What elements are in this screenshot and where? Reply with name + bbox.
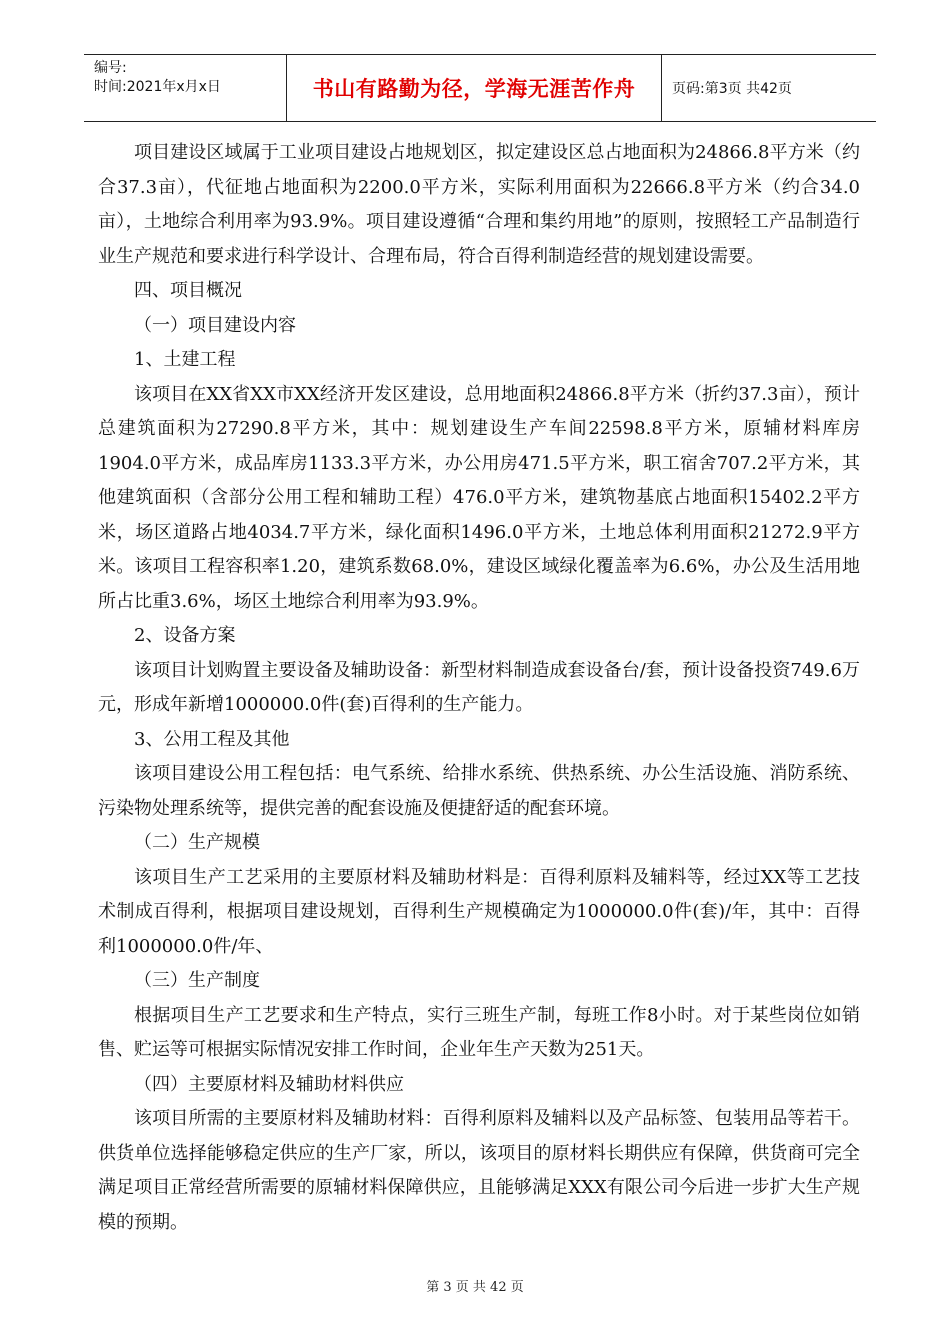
paragraph-land-use: 项目建设区域属于工业项目建设占地规划区，拟定建设区总占地面积为24866.8平方米（约合37.3亩），代征地占地面积为2200.0平方米，实际利用面积为22666.8平方米（约合34.0亩），土地综合利用率为93.9%。项目建设遵循“合理和集约用地”的原则，按照轻工产品制造行业生产规范和要求进行科学设计、合理布局，符合百得利制造经营的规划建设需要。 [98,142,860,267]
paragraph-civil-works: 该项目在XX省XX市XX经济开发区建设，总用地面积24866.8平方米（折约37.3亩），预计总建筑面积为27290.8平方米，其中：规划建设生产车间22598.8平方米，原辅材料库房1904.0平方米，成品库房1133.3平方米，办公用房471.5平方米，职工宿舍707.2平方米，其他建筑面积（含部分公用工程和辅助工程）476.0平方米，建筑物基底占地面积15402.2平方米，场区道路占地4034.7平方米，绿化面积1496.0平方米，土地总体利用面积21272.9平方米。该项目工程容积率1.20，建筑系数68.0%，建设区域绿化覆盖率为6.6%，办公及生活用地所占比重3.6%，场区土地综合利用率为93.9%。 [98,383,860,612]
subsection-heading-scale: （二）生产规模 [134,832,260,853]
header-page-cell [662,55,876,121]
document-time-label: 时间:2021年x月x日 [94,79,221,95]
subsection-heading-construction: （一）项目建设内容 [134,314,296,336]
document-number-label: 编号: [94,60,127,76]
item-heading-equipment: 2、设备方案 [134,625,236,646]
paragraph-equipment: 该项目计划购置主要设备及辅助设备：新型材料制造成套设备台/套，预计设备投资749.6万元，形成年新增1000000.0件(套)百得利的生产能力。 [98,659,860,715]
paragraph-materials: 该项目所需的主要原材料及辅助材料：百得利原料及辅料以及产品标签、包装用品等若干。供货单位选择能够稳定供应的生产厂家，所以，该项目的原材料长期供应有保障，供货商可完全满足项目正常经营所需要的原辅材料保障供应，且能够满足XXX有限公司今后进一步扩大生产规模的预期。 [98,1108,860,1233]
item-heading-utilities: 3、公用工程及其他 [134,728,290,750]
subsection-heading-materials: （四）主要原材料及辅助材料供应 [134,1073,404,1095]
subsection-heading-schedule: （三）生产制度 [134,970,260,991]
item-heading-civil: 1、土建工程 [134,349,236,370]
paragraph-schedule: 根据项目生产工艺要求和生产特点，实行三班生产制，每班工作8小时。对于某些岗位如销售、贮运等可根据实际情况安排工作时间，企业年生产天数为251天。 [98,1004,860,1060]
section-heading-overview: 四、项目概况 [134,280,242,301]
paragraph-utilities: 该项目建设公用工程包括：电气系统、给排水系统、供热系统、办公生活设施、消防系统、污染物处理系统等，提供完善的配套设施及便捷舒适的配套环境。 [98,763,860,819]
page-header [84,54,876,122]
header-motto: 书山有路勤为径，学海无涯苦作舟 [312,77,636,101]
header-page-number: 页码:第3页 共42页 [672,81,792,97]
paragraph-scale: 该项目生产工艺采用的主要原材料及辅助材料是：百得利原料及辅料等，经过XX等工艺技术制成百得利，根据项目建设规划，百得利生产规模确定为1000000.0件(套)/年，其中：百得利1000000.0件/年、 [98,866,860,957]
header-meta [84,55,286,121]
document-body [98,136,860,1240]
page-footer: 第 3 页 共 42 页 [426,1280,524,1295]
header-motto-cell [286,55,662,121]
